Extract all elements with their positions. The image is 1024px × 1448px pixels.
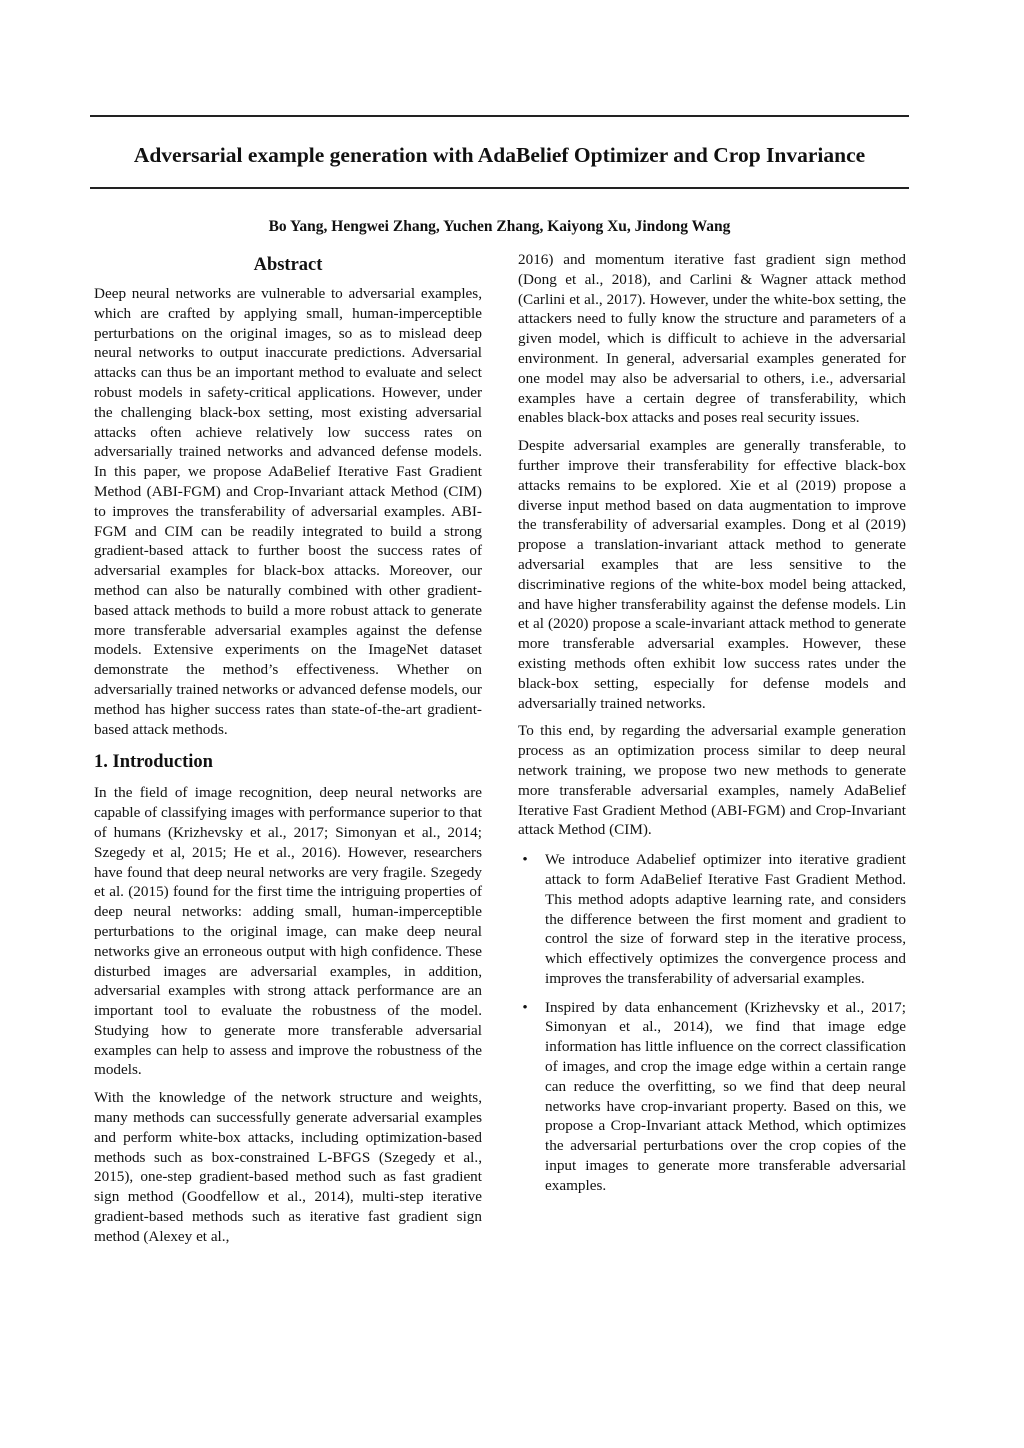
contribution-item (518, 998, 906, 1196)
intro-paragraph: With the knowledge of the network structure and weights, many methods can successfully generate adversarial examples and perform white-box attacks, including optimization-based methods such as box-constrained L-BFGS (Szegedy et al., 2015), one-step gradient-based method such as fast gradient sign method (Goodfellow et al., 2014), multi-step iterative gradient-based methods such as iterative fast gradient sign method (Alexey et al., (94, 1089, 482, 1245)
contribution-list (518, 850, 906, 1196)
intro-paragraph: To this end, by regarding the adversarial example generation process as an optimization process similar to deep neural network training, we propose two new methods to generate more transferable adversarial examples, namely AdaBelief Iterative Fast Gradient Method (ABI-FGM) and Crop-Invariant attack Method (CIM). (518, 722, 906, 839)
author-list: Bo Yang, Hengwei Zhang, Yuchen Zhang, Kaiyong Xu, Jindong Wang (268, 218, 731, 235)
top-rule (90, 115, 909, 117)
contribution-text: Inspired by data enhancement (Krizhevsky et al., 2017; Simonyan et al., 2014), we find that image edge information has little influence on the correct classification of images, and crop the image edge within a certain range can reduce the overfitting, so we find that deep neural networks have crop-invariant property. Based on this, we propose a Crop-Invariant attack Method, which optimizes the adversarial perturbations over the crop copies of the input images to generate more transferable adversarial examples. (545, 998, 906, 1194)
right-column (518, 250, 906, 1205)
introduction-heading: 1. Introduction (94, 752, 213, 773)
intro-paragraph: Despite adversarial examples are generally transferable, to further improve their transferability for effective black-box attacks remains to be explored. Xie et al (2019) propose a diverse input method based on data augmentation to improve the transferability of adversarial examples. Dong et al (2019) propose a translation-invariant attack method to generate adversarial examples that are less sensitive to the discriminative regions of the white-box model being attacked, and have higher transferability against the defense models. Lin et al (2020) propose a scale-invariant attack method to generate more transferable adversarial examples. However, these existing methods often exhibit low success rates under the black-box setting, especially for defense models and adversarially trained networks. (518, 437, 906, 712)
paper-title: Adversarial example generation with AdaBelief Optimizer and Crop Invariance (133, 143, 866, 167)
intro-paragraph: 2016) and momentum iterative fast gradient sign method (Dong et al., 2018), and Carlini & Wagner attack method (Carlini et al., 2017). However, under the white-box setting, the attackers need to fully know the structure and parameters of a given model, which is difficult to achieve in the adversarial environment. In general, adversarial examples generated for one model may also be adversarial to others, i.e., adversarial examples have a certain degree of transferability, which enables black-box attacks and poses real security issues. (518, 251, 906, 427)
bullet-icon: • (522, 851, 528, 869)
title-bottom-rule (90, 187, 909, 189)
contribution-item (518, 850, 906, 989)
abstract-text: Deep neural networks are vulnerable to adversarial examples, which are crafted by applying small, human-imperceptible perturbations on the original images, so as to mislead deep neural networks to output inaccurate predictions. Adversarial attacks can thus be an important method to evaluate and select robust models in safety-critical applications. However, under the challenging black-box setting, most existing adversarial attacks often achieve relatively low success rates on adversarially trained networks and advanced defense models. In this paper, we propose AdaBelief Iterative Fast Gradient Method (ABI-FGM) and Crop-Invariant attack Method (CIM) to improves the transferability of adversarial examples. ABI-FGM and CIM can be readily integrated to build a strong gradient-based attack to further boost the success rates of adversarial examples for black-box attacks. Moreover, our method can also be naturally combined with other gradient-based attack methods to build a more robust attack to generate more transferable adversarial examples against the defense models. Extensive experiments on the ImageNet dataset demonstrate the method’s effectiveness. Whether on adversarially trained networks or advanced defense models, our method has higher success rates than state-of-the-art gradient-based attack methods. (94, 285, 482, 738)
bullet-icon: • (522, 998, 528, 1016)
intro-paragraph: In the field of image recognition, deep neural networks are capable of classifying images with performance superior to that of humans (Krizhevsky et al., 2017; Simonyan et al., 2014; Szegedy et al, 2015; He et al., 2016). However, researchers have found that deep neural networks are very fragile. Szegedy et al. (2015) found for the first time the intriguing properties of deep neural networks: adding small, human-imperceptible perturbations to the original image, can make deep neural networks give an erroneous output with high confidence. These disturbed images are adversarial examples, in addition, adversarial examples with strong attack performance are an important tool to evaluate the robustness of the model. Studying how to generate more transferable adversarial examples can help to assess and improve the robustness of the models. (94, 784, 482, 1079)
contribution-text: We introduce Adabelief optimizer into iterative gradient attack to form AdaBelief Iterative Fast Gradient Method. This method adopts adaptive learning rate, and considers the difference between the first moment and gradient to control the size of forward step in the iterative process, which effectively optimizes the convergence process and improves the transferability of adversarial examples. (545, 851, 906, 987)
left-column (94, 250, 482, 1255)
abstract-heading: Abstract (253, 255, 323, 275)
